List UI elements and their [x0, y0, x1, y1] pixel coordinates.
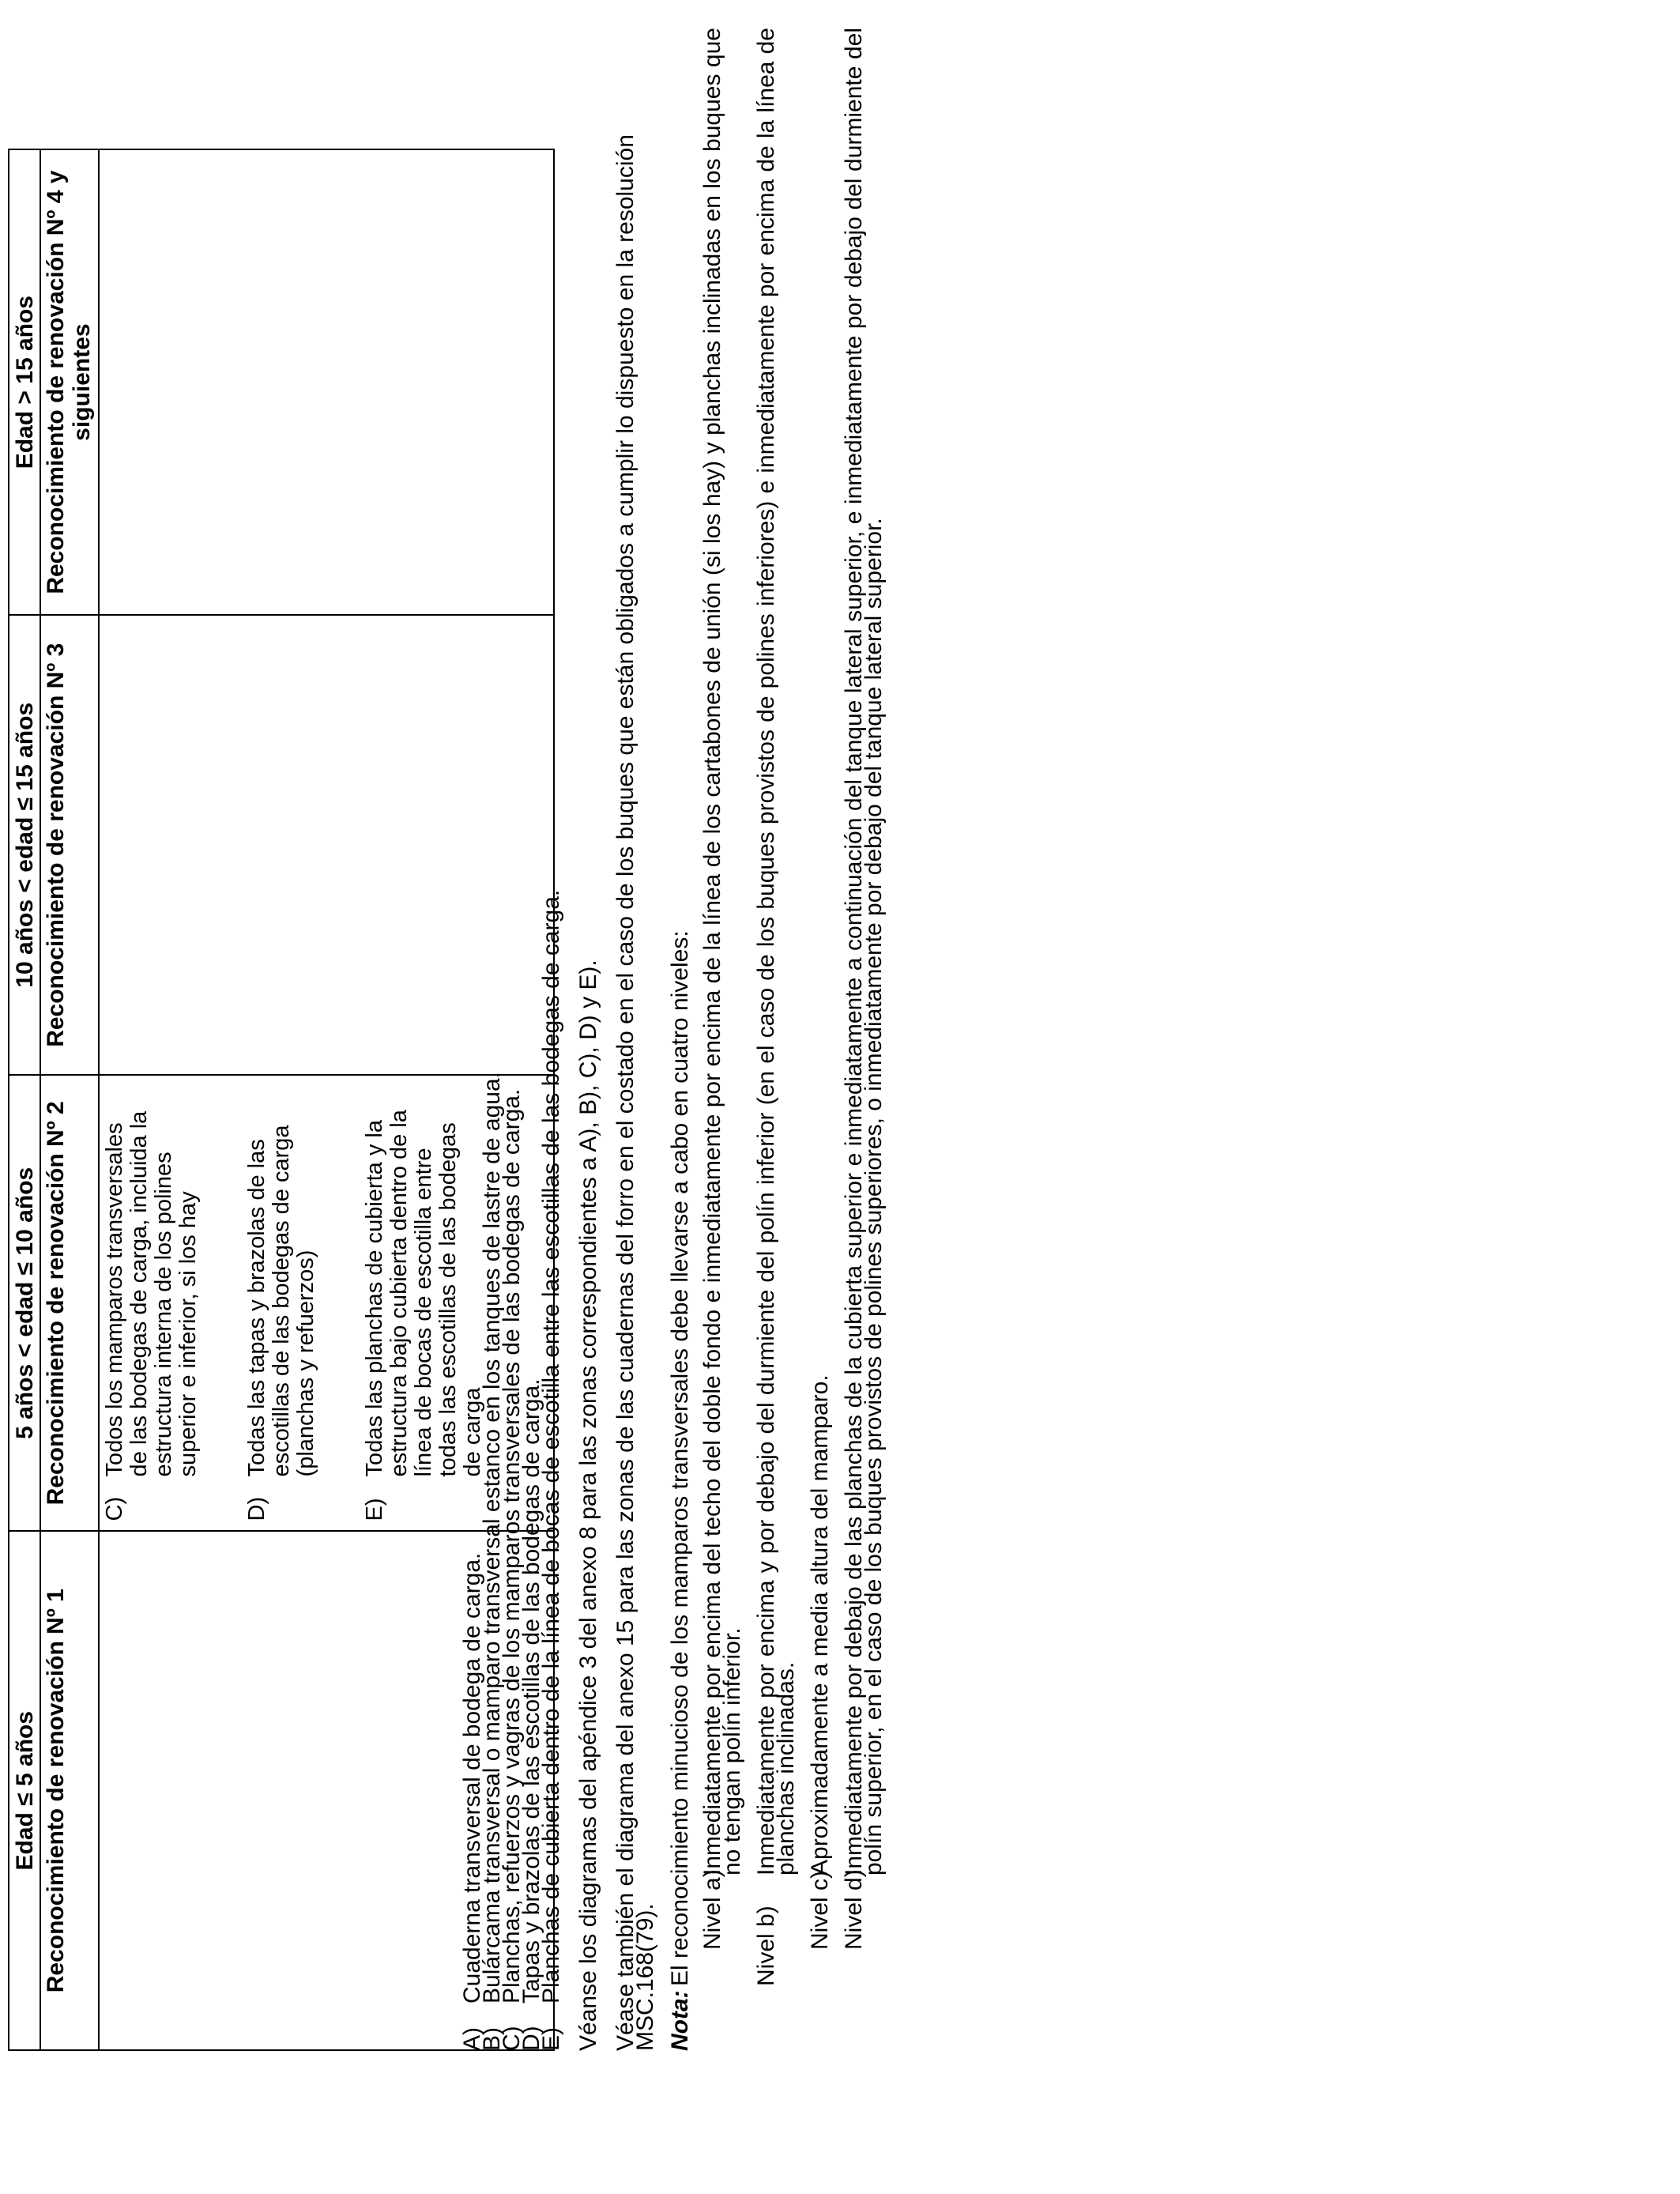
- level-item: [841, 28, 887, 1986]
- notes-section: [459, 28, 887, 2051]
- survey-header-4: Reconocimiento de renovación Nº 4 y siguientes: [40, 149, 99, 615]
- level-item: [699, 28, 745, 1986]
- category-letter: D): [518, 2026, 544, 2051]
- age-header-1: Edad ≤ 5 años: [9, 1531, 40, 2050]
- note-intro: El reconocimiento minucioso de los mamparos transversales debe llevarse a cabo en cuatro niveles:: [667, 930, 693, 1986]
- level-text: Inmediatamente por encima del techo del doble fondo e inmediatamente por encima de la línea de los cartabones de unión (si los hay) y planchas inclinadas en los buques que no tengan polín inferior.: [699, 28, 745, 1875]
- annex-reference-paragraph: Véase también el diagrama del anexo 15 para las zonas de las cuadernas del forro en el costado en el caso de los buques que están obligados a cumplir lo dispuesto en la resolución MSC.168(79).: [612, 134, 658, 2051]
- age-header-4: Edad > 15 años: [9, 149, 40, 615]
- level-label: Nivel c): [807, 1870, 833, 1950]
- list-item: [245, 1082, 318, 1524]
- diagram-reference-paragraph: Véanse los diagramas del apéndice 3 del anexo 8 para las zonas correspondientes a A), B), C), D) y E).: [575, 959, 601, 2051]
- category-letter: A): [459, 2027, 485, 2051]
- age-header-3: 10 años < edad ≤ 15 años: [9, 615, 40, 1075]
- level-text: Aproximadamente a media altura del mamparo.: [807, 1374, 833, 1875]
- category-text: Cuaderna transversal de bodega de carga.: [459, 1552, 485, 2004]
- age-header-2: 5 años < edad ≤ 10 años: [9, 1075, 40, 1531]
- category-text: Planchas de cubierta dentro de la línea de bocas de escotilla entre las escotillas de las bodegas de carga.: [538, 889, 564, 2004]
- survey-header-1: Reconocimiento de renovación Nº 1: [40, 1531, 99, 2050]
- category-letter: B): [479, 2027, 505, 2051]
- item-letter: D): [244, 1496, 269, 1521]
- item-letter: C): [102, 1496, 127, 1521]
- category-text: Tapas y brazolas de las escotillas de las bodegas de carga.: [518, 1378, 544, 2004]
- rotated-page: [8, 0, 1620, 2051]
- category-letter: E): [538, 2027, 564, 2051]
- list-item: [103, 1082, 201, 1524]
- level-text: Inmediatamente por encima y por debajo del durmiente del polín inferior (en el caso de los buques provistos de polines inferiores) e inmediatamente por encima de la línea de planchas inclinadas.: [753, 28, 799, 1875]
- level-label: Nivel a): [699, 1869, 725, 1950]
- note-label: Nota:: [667, 1990, 693, 2051]
- level-item: [807, 28, 833, 1986]
- note-block: [667, 28, 693, 2051]
- survey-header-2: Reconocimiento de renovación Nº 2: [40, 1075, 99, 1531]
- level-label: Nivel d): [841, 1869, 867, 1950]
- item-text: Todas las tapas y brazolas de las escotillas de las bodegas de carga (planchas y refuerzos): [244, 1125, 318, 1477]
- level-text: Inmediatamente por debajo de las planchas de la cubierta superior e inmediatamente a continuación del tanque lateral superior, e inmediatamente por debajo del durmiente del polín superior, en el caso de los buques provistos de polines superiores, o inmediatamente por debajo del tanque lateral superior.: [841, 28, 887, 1875]
- note-levels: [699, 28, 887, 1986]
- item-text: Todas las planchas de cubierta y la estructura bajo cubierta dentro de la línea de bocas de escotilla entre todas las escotillas de las bodegas de carga: [362, 1110, 485, 1477]
- category-item: [538, 28, 564, 2051]
- item-letter: E): [362, 1498, 387, 1521]
- category-text: Bulárcama transversal o mamparo transversal estanco en los tanques de lastre de agua.: [479, 1072, 505, 2004]
- item-text: Todos los mamparos transversales de las bodegas de carga, incluida la estructura interna de los polines superior e inferior, si los hay: [102, 1110, 201, 1477]
- survey-header-3: Reconocimiento de renovación Nº 3: [40, 615, 99, 1075]
- level-item: [753, 28, 799, 1986]
- level-label: Nivel b): [753, 1906, 779, 1986]
- category-letter: C): [499, 2026, 525, 2051]
- category-text: Planchas, refuerzos y vagras de los mamparos transversales de las bodegas de carga.: [499, 1088, 525, 2004]
